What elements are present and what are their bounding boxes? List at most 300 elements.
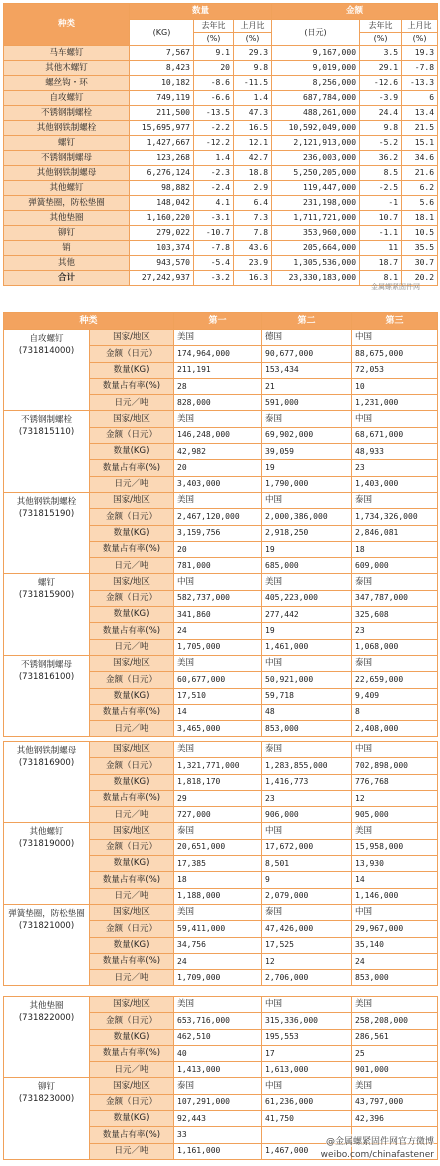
value-cell: 美国 xyxy=(174,492,262,508)
value-cell: 61,236,000 xyxy=(262,1094,352,1110)
field-label: 金额（日元） xyxy=(90,672,174,688)
product-code: (731814000) xyxy=(18,345,75,356)
product-code: (731816100) xyxy=(18,671,75,682)
field-label: 国家/地区 xyxy=(90,574,174,590)
value-cell: 美国 xyxy=(174,330,262,346)
product-name-cell xyxy=(4,742,90,823)
value-cell: 1,161,000 xyxy=(174,1143,262,1159)
field-label: 数量占有率(%) xyxy=(90,704,174,720)
value-cell: 美国 xyxy=(174,411,262,427)
qty-cell: 15,695,977 xyxy=(130,121,194,136)
amt-mom-cell: -13.3 xyxy=(402,76,438,91)
value-cell: 2,918,250 xyxy=(262,525,352,541)
value-cell: 18 xyxy=(174,872,262,888)
field-label: 日元／吨 xyxy=(90,1062,174,1078)
field-label: 数量占有率(%) xyxy=(90,623,174,639)
field-label: 日元／吨 xyxy=(90,1143,174,1159)
field-label: 国家/地区 xyxy=(90,997,174,1013)
amt-mom-cell: 34.6 xyxy=(402,151,438,166)
amount-cell: 2,121,913,000 xyxy=(272,136,360,151)
qty-yoy-cell: -2.4 xyxy=(194,181,234,196)
value-cell: 591,000 xyxy=(262,395,352,411)
value-cell: 405,223,000 xyxy=(262,590,352,606)
qty-mom-cell: 43.6 xyxy=(234,241,272,256)
field-label: 数量(KG) xyxy=(90,856,174,872)
kind-cell: 其他螺钉 xyxy=(4,181,130,196)
field-label: 金额（日元） xyxy=(90,590,174,606)
value-cell: 9,409 xyxy=(352,688,438,704)
amt-mom-cell: 30.7 xyxy=(402,256,438,271)
value-cell: 34,756 xyxy=(174,937,262,953)
amt-mom-cell: 19.3 xyxy=(402,46,438,61)
field-label: 数量占有率(%) xyxy=(90,541,174,557)
amount-cell: 687,784,000 xyxy=(272,91,360,106)
value-cell: 325,608 xyxy=(352,607,438,623)
value-cell: 48,933 xyxy=(352,444,438,460)
value-cell: 853,000 xyxy=(262,721,352,737)
qty-yoy-cell: 4.1 xyxy=(194,196,234,211)
qty-cell: 8,423 xyxy=(130,61,194,76)
value-cell: 21 xyxy=(262,378,352,394)
value-cell: 20 xyxy=(174,541,262,557)
value-cell: 美国 xyxy=(262,574,352,590)
value-cell: 美国 xyxy=(174,904,262,920)
product-name-cell xyxy=(4,574,90,655)
amt-yoy-cell: 24.4 xyxy=(360,106,402,121)
field-label: 数量占有率(%) xyxy=(90,790,174,806)
amount-cell: 236,003,000 xyxy=(272,151,360,166)
value-cell: 22,659,000 xyxy=(352,672,438,688)
qty-mom-cell: 2.9 xyxy=(234,181,272,196)
value-cell: 48 xyxy=(262,704,352,720)
value-cell: 美国 xyxy=(174,997,262,1013)
field-label: 国家/地区 xyxy=(90,904,174,920)
value-cell: 中国 xyxy=(352,742,438,758)
amount-cell: 10,592,049,000 xyxy=(272,121,360,136)
value-cell: 1,709,000 xyxy=(174,970,262,986)
product-code: (731816900) xyxy=(18,757,75,768)
detail-row xyxy=(4,823,438,839)
product-name-cell xyxy=(4,997,90,1078)
field-label: 数量占有率(%) xyxy=(90,1127,174,1143)
field-label: 日元／吨 xyxy=(90,476,174,492)
value-cell: 153,434 xyxy=(262,362,352,378)
qty-cell: 211,500 xyxy=(130,106,194,121)
detail-row xyxy=(4,574,438,590)
field-label: 国家/地区 xyxy=(90,1078,174,1094)
field-label: 国家/地区 xyxy=(90,492,174,508)
value-cell: 1,068,000 xyxy=(352,639,438,655)
amt-mom-cell: 6 xyxy=(402,91,438,106)
amount-cell: 23,330,183,000 xyxy=(272,271,360,286)
qty-mom-cell: 47.3 xyxy=(234,106,272,121)
qty-mom-cell: -11.5 xyxy=(234,76,272,91)
qty-yoy-cell: -6.6 xyxy=(194,91,234,106)
value-cell: 1,461,000 xyxy=(262,639,352,655)
qty-yoy-cell: -2.3 xyxy=(194,166,234,181)
summary-row xyxy=(4,256,438,271)
amt-mom-cell: 20.2 xyxy=(402,271,438,286)
amt-mom-cell: 35.5 xyxy=(402,241,438,256)
field-label: 日元／吨 xyxy=(90,639,174,655)
amt-mom-header: 上月比 xyxy=(402,20,438,33)
amt-mom-cell: 13.4 xyxy=(402,106,438,121)
field-label: 数量(KG) xyxy=(90,1111,174,1127)
product-name-cell xyxy=(4,823,90,904)
amt-yoy-cell: -1.1 xyxy=(360,226,402,241)
value-cell: 10 xyxy=(352,378,438,394)
kind-cell: 螺丝钩・环 xyxy=(4,76,130,91)
qty-yoy-cell: -10.7 xyxy=(194,226,234,241)
value-cell: 906,000 xyxy=(262,807,352,823)
value-cell: 92,443 xyxy=(174,1111,262,1127)
detail-row xyxy=(4,655,438,671)
value-cell: 41,750 xyxy=(262,1111,352,1127)
amt-yoy-cell: 11 xyxy=(360,241,402,256)
value-cell: 107,291,000 xyxy=(174,1094,262,1110)
value-cell: 3,403,000 xyxy=(174,476,262,492)
amt-mom-cell: 5.6 xyxy=(402,196,438,211)
value-cell: 40 xyxy=(174,1045,262,1061)
amount-cell: 231,198,000 xyxy=(272,196,360,211)
kind-cell: 其他垫圈 xyxy=(4,211,130,226)
kind-cell: 马车螺钉 xyxy=(4,46,130,61)
value-cell: 72,053 xyxy=(352,362,438,378)
amt-yoy-cell: 10.7 xyxy=(360,211,402,226)
value-cell: 14 xyxy=(174,704,262,720)
amount-cell: 1,711,721,000 xyxy=(272,211,360,226)
qty-cell: 148,042 xyxy=(130,196,194,211)
value-cell: 781,000 xyxy=(174,558,262,574)
value-cell: 258,208,000 xyxy=(352,1013,438,1029)
qty-mom-cell: 29.3 xyxy=(234,46,272,61)
product-name-cell xyxy=(4,1078,90,1159)
qty-cell: 943,570 xyxy=(130,256,194,271)
value-cell: 12 xyxy=(352,790,438,806)
summary-row xyxy=(4,46,438,61)
value-cell: 47,426,000 xyxy=(262,921,352,937)
qty-yoy-header: 去年比 xyxy=(194,20,234,33)
amount-cell: 8,256,000 xyxy=(272,76,360,91)
field-label: 数量(KG) xyxy=(90,362,174,378)
value-cell: 19 xyxy=(262,541,352,557)
value-cell: 23 xyxy=(262,790,352,806)
value-cell: 17,672,000 xyxy=(262,839,352,855)
value-cell: 146,248,000 xyxy=(174,427,262,443)
value-cell: 1,705,000 xyxy=(174,639,262,655)
product-name: 铆钉 xyxy=(37,1082,55,1093)
value-cell: 24 xyxy=(352,953,438,969)
value-cell: 277,442 xyxy=(262,607,352,623)
amt-yoy-cell: -12.6 xyxy=(360,76,402,91)
product-name: 弹簧垫圈，防松垫圈 xyxy=(8,908,85,919)
field-label: 国家/地区 xyxy=(90,411,174,427)
value-cell: 59,718 xyxy=(262,688,352,704)
amt-mom-cell: 10.5 xyxy=(402,226,438,241)
value-cell: 泰国 xyxy=(352,574,438,590)
value-cell: 1,188,000 xyxy=(174,888,262,904)
amt-yoy-cell: -5.2 xyxy=(360,136,402,151)
value-cell: 341,860 xyxy=(174,607,262,623)
product-name: 自攻螺钉 xyxy=(29,334,64,344)
summary-table xyxy=(3,3,438,286)
detail-row xyxy=(4,904,438,920)
product-name: 不锈钢制螺栓 xyxy=(20,415,72,426)
value-cell: 24 xyxy=(174,953,262,969)
yen-unit: (日元) xyxy=(272,20,360,46)
value-cell: 1,321,771,000 xyxy=(174,758,262,774)
value-cell: 23 xyxy=(352,623,438,639)
value-cell: 702,898,000 xyxy=(352,758,438,774)
detail-row xyxy=(4,492,438,508)
value-cell: 901,000 xyxy=(352,1062,438,1078)
value-cell: 828,000 xyxy=(174,395,262,411)
value-cell: 315,336,000 xyxy=(262,1013,352,1029)
value-cell: 8 xyxy=(352,704,438,720)
value-cell: 853,000 xyxy=(352,970,438,986)
summary-row xyxy=(4,76,438,91)
qty-yoy-cell: 1.4 xyxy=(194,151,234,166)
value-cell: 462,510 xyxy=(174,1029,262,1045)
field-label: 数量(KG) xyxy=(90,607,174,623)
value-cell: 28 xyxy=(174,378,262,394)
value-cell: 1,403,000 xyxy=(352,476,438,492)
value-cell: 905,000 xyxy=(352,807,438,823)
qty-header: 数量 xyxy=(130,4,272,20)
qty-yoy-cell: -2.2 xyxy=(194,121,234,136)
qty-yoy-cell: 20 xyxy=(194,61,234,76)
field-label: 金额（日元） xyxy=(90,1013,174,1029)
value-cell: 泰国 xyxy=(174,1078,262,1094)
amt-yoy-cell: 9.8 xyxy=(360,121,402,136)
kind-cell: 自攻螺钉 xyxy=(4,91,130,106)
amt-yoy-cell: 29.1 xyxy=(360,61,402,76)
amount-cell: 119,447,000 xyxy=(272,181,360,196)
product-name-cell xyxy=(4,492,90,573)
qty-cell: 1,160,220 xyxy=(130,211,194,226)
amt-mom-cell: 15.1 xyxy=(402,136,438,151)
field-label: 国家/地区 xyxy=(90,655,174,671)
value-cell: 1,146,000 xyxy=(352,888,438,904)
value-cell: 美国 xyxy=(352,1078,438,1094)
value-cell: 39,059 xyxy=(262,444,352,460)
value-cell: 2,079,000 xyxy=(262,888,352,904)
value-cell: 17,525 xyxy=(262,937,352,953)
value-cell: 2,846,081 xyxy=(352,525,438,541)
value-cell: 211,191 xyxy=(174,362,262,378)
value-cell: 1,283,855,000 xyxy=(262,758,352,774)
field-label: 数量占有率(%) xyxy=(90,953,174,969)
field-label: 数量(KG) xyxy=(90,688,174,704)
value-cell: 19 xyxy=(262,623,352,639)
value-cell: 13,930 xyxy=(352,856,438,872)
amt-mom-cell: 21.6 xyxy=(402,166,438,181)
value-cell: 60,677,000 xyxy=(174,672,262,688)
summary-row xyxy=(4,151,438,166)
qty-cell: 6,276,124 xyxy=(130,166,194,181)
rank-third-header: 第三 xyxy=(352,313,438,330)
kind-cell: 弹簧垫圈，防松垫圈 xyxy=(4,196,130,211)
field-label: 金额（日元） xyxy=(90,921,174,937)
value-cell: 43,797,000 xyxy=(352,1094,438,1110)
value-cell: 1,467,000 xyxy=(262,1143,352,1159)
qty-cell: 98,882 xyxy=(130,181,194,196)
product-name-cell xyxy=(4,655,90,736)
value-cell: 中国 xyxy=(262,655,352,671)
detail-row xyxy=(4,742,438,758)
value-cell: 174,964,000 xyxy=(174,346,262,362)
qty-cell: 7,567 xyxy=(130,46,194,61)
amount-header: 金额 xyxy=(272,4,438,20)
qty-cell: 279,022 xyxy=(130,226,194,241)
field-label: 国家/地区 xyxy=(90,742,174,758)
value-cell: 42,396 xyxy=(352,1111,438,1127)
qty-cell: 1,427,667 xyxy=(130,136,194,151)
value-cell: 中国 xyxy=(262,997,352,1013)
field-label: 数量(KG) xyxy=(90,774,174,790)
amt-mom-cell: -7.8 xyxy=(402,61,438,76)
qty-mom-unit: (%) xyxy=(234,33,272,46)
field-label: 日元／吨 xyxy=(90,721,174,737)
kind-cell: 销 xyxy=(4,241,130,256)
value-cell: 1,734,326,000 xyxy=(352,509,438,525)
qty-yoy-cell: -7.8 xyxy=(194,241,234,256)
summary-row xyxy=(4,226,438,241)
watermark-text: 金属螺紧固件网 xyxy=(371,283,420,291)
qty-mom-cell: 7.3 xyxy=(234,211,272,226)
summary-row xyxy=(4,211,438,226)
value-cell: 347,787,000 xyxy=(352,590,438,606)
value-cell: 17,510 xyxy=(174,688,262,704)
field-label: 数量占有率(%) xyxy=(90,460,174,476)
detail-table-1 xyxy=(3,312,438,737)
product-code: (731821000) xyxy=(18,920,75,931)
field-label: 日元／吨 xyxy=(90,395,174,411)
value-cell: 泰国 xyxy=(174,823,262,839)
value-cell: 2,000,386,000 xyxy=(262,509,352,525)
summary-row xyxy=(4,181,438,196)
kind-cell: 铆钉 xyxy=(4,226,130,241)
product-name-cell xyxy=(4,904,90,985)
amt-mom-cell: 21.5 xyxy=(402,121,438,136)
value-cell: 42,982 xyxy=(174,444,262,460)
value-cell: 3,465,000 xyxy=(174,721,262,737)
value-cell: 3,159,756 xyxy=(174,525,262,541)
field-label: 数量(KG) xyxy=(90,444,174,460)
value-cell: 中国 xyxy=(352,904,438,920)
value-cell: 17,385 xyxy=(174,856,262,872)
amt-yoy-cell: -3.9 xyxy=(360,91,402,106)
amt-yoy-cell: 3.5 xyxy=(360,46,402,61)
detail-table-2 xyxy=(3,741,438,986)
product-name: 其他螺钉 xyxy=(29,827,64,838)
value-cell: 653,716,000 xyxy=(174,1013,262,1029)
value-cell: 美国 xyxy=(352,823,438,839)
value-cell: 中国 xyxy=(262,492,352,508)
product-code: (731819000) xyxy=(18,839,75,850)
summary-row xyxy=(4,121,438,136)
summary-row xyxy=(4,196,438,211)
value-cell: 1,818,170 xyxy=(174,774,262,790)
product-name-cell xyxy=(4,411,90,492)
kind-cell: 其他钢铁制螺母 xyxy=(4,166,130,181)
value-cell: 1,416,773 xyxy=(262,774,352,790)
amount-cell: 488,261,000 xyxy=(272,106,360,121)
kg-unit: (KG) xyxy=(130,20,194,46)
qty-mom-cell: 16.3 xyxy=(234,271,272,286)
value-cell: 泰国 xyxy=(352,492,438,508)
detail-row xyxy=(4,1078,438,1094)
qty-mom-cell: 6.4 xyxy=(234,196,272,211)
kind-cell: 其他钢铁制螺栓 xyxy=(4,121,130,136)
amount-cell: 5,250,205,000 xyxy=(272,166,360,181)
product-name: 不锈钢制螺母 xyxy=(20,659,72,670)
detail-row xyxy=(4,330,438,346)
value-cell: 2,706,000 xyxy=(262,970,352,986)
weibo-credit: @金属螺紧固件网官方微博 xyxy=(326,1134,434,1147)
value-cell: 88,675,000 xyxy=(352,346,438,362)
summary-row xyxy=(4,166,438,181)
amt-yoy-cell: 8.5 xyxy=(360,166,402,181)
value-cell: 美国 xyxy=(174,655,262,671)
value-cell: 582,737,000 xyxy=(174,590,262,606)
qty-yoy-cell: -3.1 xyxy=(194,211,234,226)
value-cell: 68,671,000 xyxy=(352,427,438,443)
value-cell: 中国 xyxy=(352,411,438,427)
amt-yoy-unit: (%) xyxy=(360,33,402,46)
value-cell: 24 xyxy=(174,623,262,639)
qty-mom-cell: 12.1 xyxy=(234,136,272,151)
qty-yoy-cell: 9.1 xyxy=(194,46,234,61)
qty-cell: 749,119 xyxy=(130,91,194,106)
value-cell: 29 xyxy=(174,790,262,806)
amount-cell: 205,664,000 xyxy=(272,241,360,256)
field-label: 数量(KG) xyxy=(90,1029,174,1045)
amount-cell: 1,305,536,000 xyxy=(272,256,360,271)
value-cell: 泰国 xyxy=(262,904,352,920)
value-cell: 德国 xyxy=(262,330,352,346)
amt-mom-cell: 6.2 xyxy=(402,181,438,196)
qty-yoy-cell: -12.2 xyxy=(194,136,234,151)
value-cell: 20 xyxy=(174,460,262,476)
amt-yoy-cell: -1 xyxy=(360,196,402,211)
value-cell: 中国 xyxy=(262,1078,352,1094)
value-cell: 12 xyxy=(262,953,352,969)
value-cell: 23 xyxy=(352,460,438,476)
value-cell: 18 xyxy=(352,541,438,557)
value-cell: 19 xyxy=(262,460,352,476)
product-name: 其他钢铁制螺母 xyxy=(16,746,77,756)
value-cell: 泰国 xyxy=(352,655,438,671)
qty-yoy-unit: (%) xyxy=(194,33,234,46)
value-cell: 33 xyxy=(174,1127,262,1143)
field-label: 国家/地区 xyxy=(90,823,174,839)
value-cell: 1,613,000 xyxy=(262,1062,352,1078)
qty-yoy-cell: -8.6 xyxy=(194,76,234,91)
summary-row xyxy=(4,136,438,151)
summary-row xyxy=(4,91,438,106)
weibo-url: weibo.com/chinafastener xyxy=(320,1150,434,1160)
field-label: 金额（日元） xyxy=(90,758,174,774)
qty-mom-cell: 42.7 xyxy=(234,151,272,166)
field-label: 日元／吨 xyxy=(90,558,174,574)
value-cell: 泰国 xyxy=(262,742,352,758)
value-cell: 25 xyxy=(352,1045,438,1061)
field-label: 金额（日元） xyxy=(90,509,174,525)
field-label: 数量占有率(%) xyxy=(90,1045,174,1061)
value-cell: 15,958,000 xyxy=(352,839,438,855)
field-label: 金额（日元） xyxy=(90,1094,174,1110)
